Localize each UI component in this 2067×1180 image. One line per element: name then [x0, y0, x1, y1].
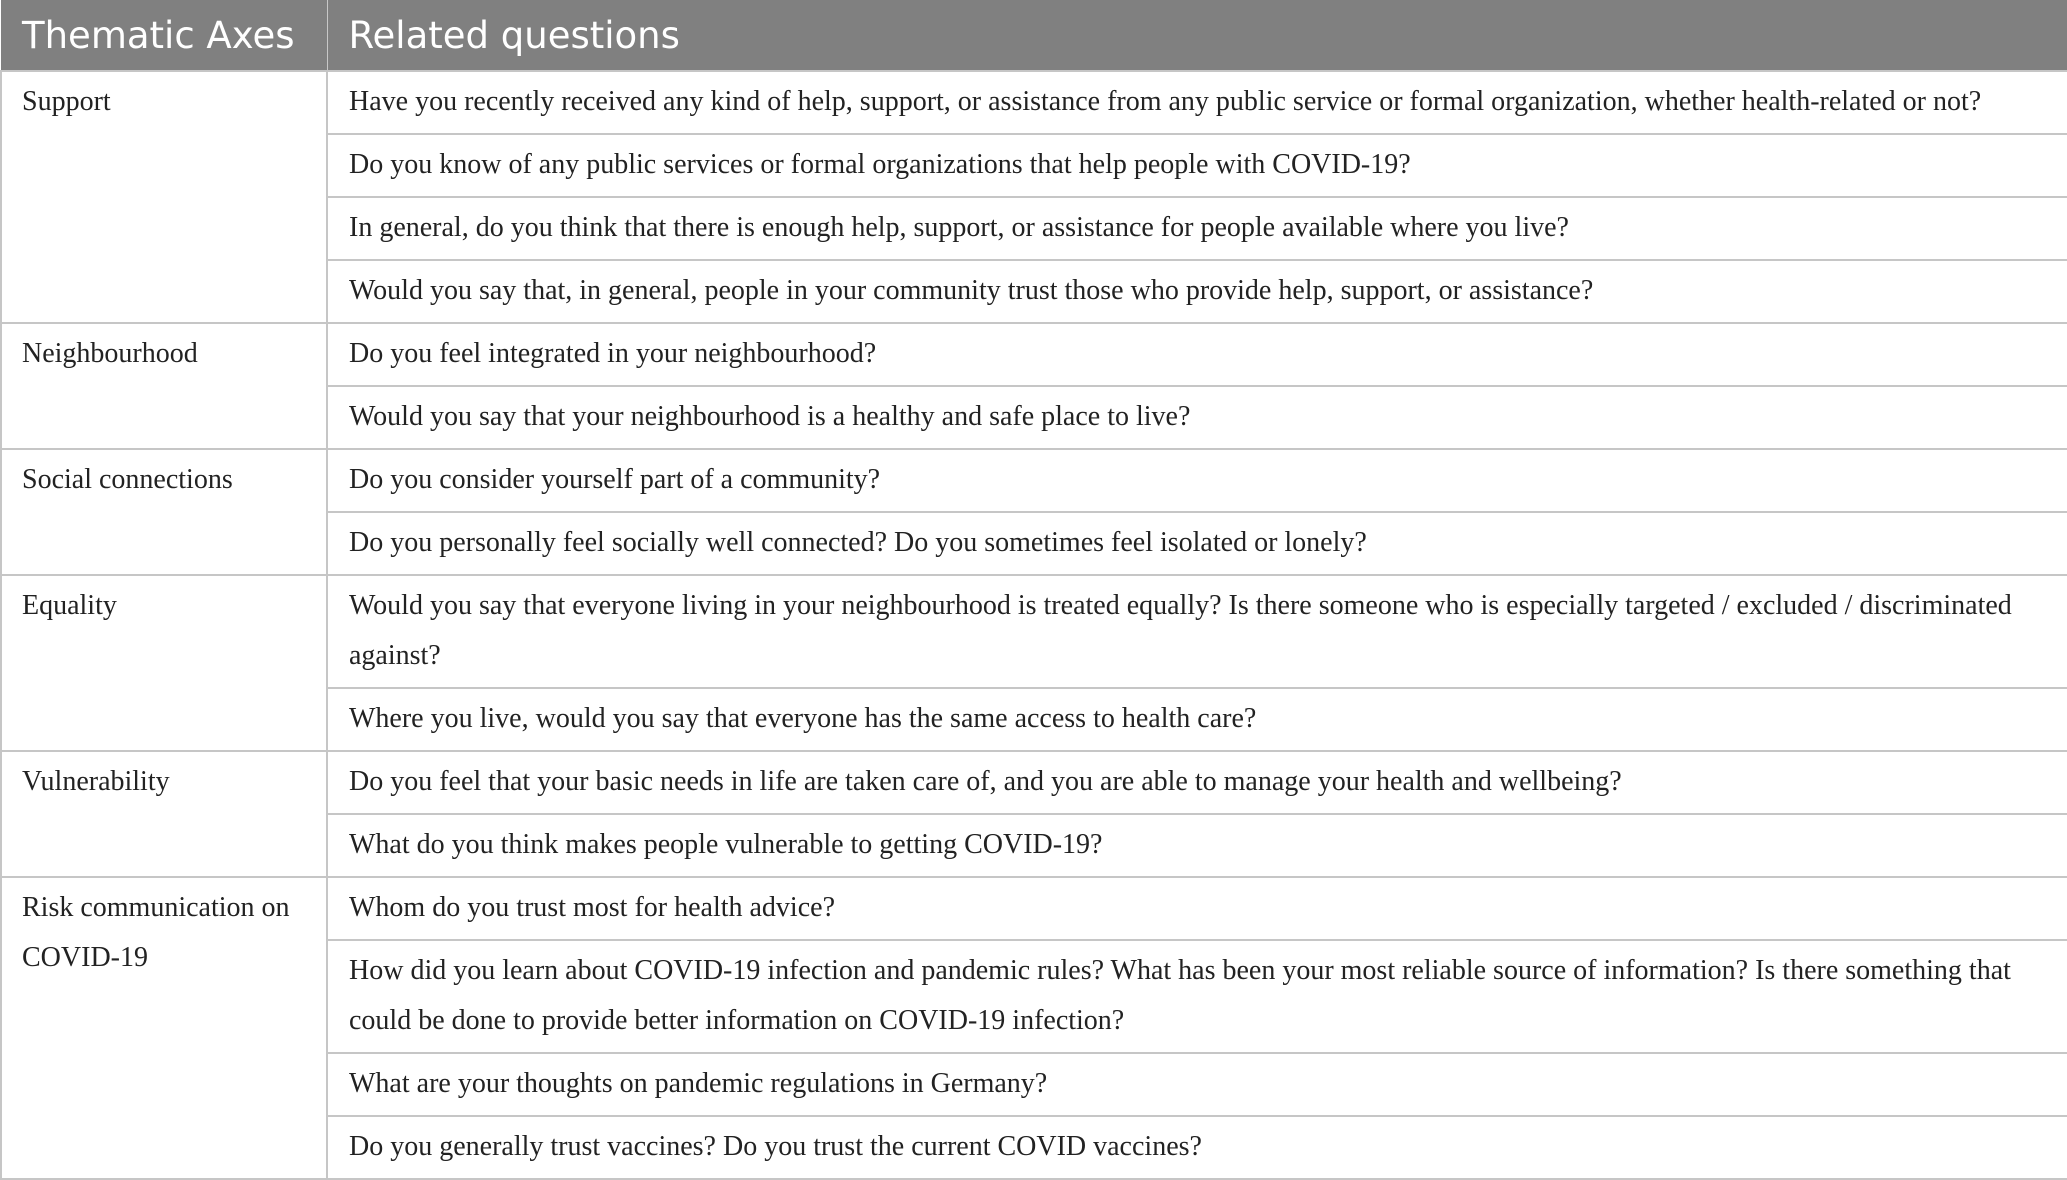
question-cell: How did you learn about COVID-19 infection and pandemic rules? What has been your most reliable source of information? Is there something that could be done to provide better information on COVID-19 infection? — [327, 940, 2067, 1053]
header-related-questions: Related questions — [327, 0, 2067, 71]
question-cell: Do you consider yourself part of a community? — [327, 449, 2067, 512]
question-cell: Would you say that your neighbourhood is a healthy and safe place to live? — [327, 386, 2067, 449]
question-cell: Do you feel integrated in your neighbourhood? — [327, 323, 2067, 386]
table-row — [1, 323, 2067, 386]
question-cell: In general, do you think that there is enough help, support, or assistance for people available where you live? — [327, 197, 2067, 260]
question-cell: Would you say that, in general, people in your community trust those who provide help, support, or assistance? — [327, 260, 2067, 323]
question-cell: Do you know of any public services or formal organizations that help people with COVID-19? — [327, 134, 2067, 197]
thematic-axis-cell: Vulnerability — [1, 751, 327, 877]
thematic-axis-cell: Social connections — [1, 449, 327, 575]
question-cell: Whom do you trust most for health advice? — [327, 877, 2067, 940]
question-cell: Would you say that everyone living in your neighbourhood is treated equally? Is there someone who is especially targeted / excluded / discriminated against? — [327, 575, 2067, 688]
table-body — [1, 71, 2067, 1179]
question-cell: Do you personally feel socially well connected? Do you sometimes feel isolated or lonely? — [327, 512, 2067, 575]
header-thematic-axes: Thematic Axes — [1, 0, 327, 71]
table-header — [1, 0, 2067, 71]
table-row — [1, 751, 2067, 814]
question-cell: What do you think makes people vulnerable to getting COVID-19? — [327, 814, 2067, 877]
header-row — [1, 0, 2067, 71]
table-row — [1, 877, 2067, 940]
thematic-axis-cell: Risk communication on COVID-19 — [1, 877, 327, 1179]
question-cell: What are your thoughts on pandemic regulations in Germany? — [327, 1053, 2067, 1116]
thematic-axis-cell: Neighbourhood — [1, 323, 327, 449]
table-row — [1, 71, 2067, 134]
thematic-axis-cell: Equality — [1, 575, 327, 751]
question-cell: Where you live, would you say that everyone has the same access to health care? — [327, 688, 2067, 751]
question-cell: Do you feel that your basic needs in life are taken care of, and you are able to manage your health and wellbeing? — [327, 751, 2067, 814]
question-cell: Do you generally trust vaccines? Do you trust the current COVID vaccines? — [327, 1116, 2067, 1179]
thematic-axis-cell: Support — [1, 71, 327, 323]
question-cell: Have you recently received any kind of help, support, or assistance from any public service or formal organization, whether health-related or not? — [327, 71, 2067, 134]
table-row — [1, 575, 2067, 688]
table-row — [1, 449, 2067, 512]
